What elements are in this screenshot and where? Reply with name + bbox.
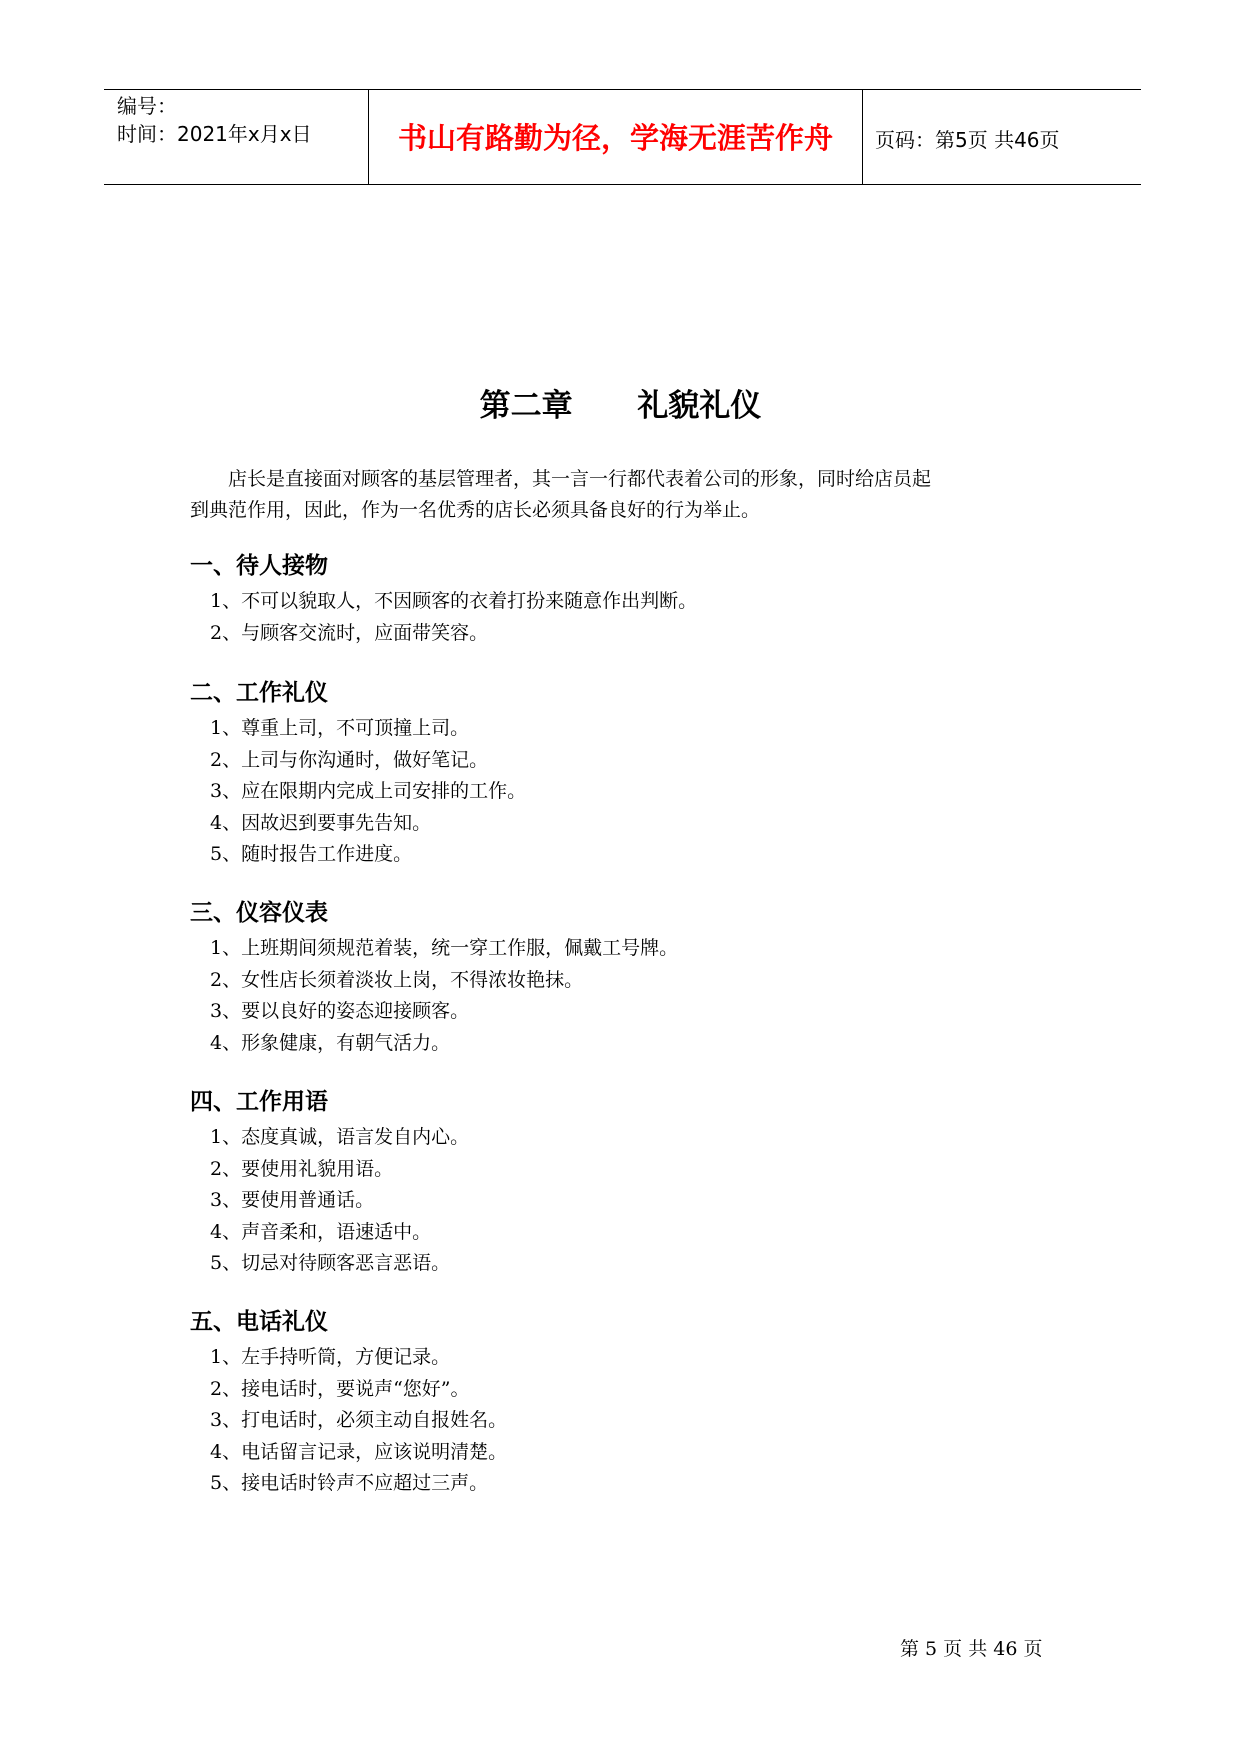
list-item: 4、形象健康，有朝气活力。 — [210, 1031, 451, 1054]
list-item: 1、上班期间须规范着装，统一穿工作服，佩戴工号牌。 — [210, 937, 679, 959]
list-item: 3、应在限期内完成上司安排的工作。 — [210, 780, 527, 802]
footer-page-number: 第 5 页 共 46 页 — [900, 1638, 1043, 1660]
section-appearance — [190, 893, 1050, 1059]
list-item: 2、上司与你沟通时，做好笔记。 — [210, 748, 489, 771]
intro-line: 到典范作用，因此，作为一名优秀的店长必须具备良好的行为举止。 — [190, 499, 761, 521]
header-page-label: 页码：第5页 共46页 — [875, 128, 1060, 152]
list-item: 2、接电话时，要说声“您好”。 — [210, 1377, 470, 1400]
section-list — [190, 713, 1050, 871]
section-list — [190, 1122, 1050, 1280]
header-motto-cell — [369, 90, 863, 184]
chapter-title: 第二章 礼貌礼仪 — [479, 388, 762, 424]
intro-line: 店长是直接面对顾客的基层管理者，其一言一行都代表着公司的形象，同时给店员起 — [228, 468, 932, 490]
section-reception — [190, 546, 1050, 649]
header-info-cell — [104, 90, 369, 184]
section-heading: 二、工作礼仪 — [190, 680, 328, 706]
list-item: 4、电话留言记录，应该说明清楚。 — [210, 1440, 508, 1463]
list-item: 5、接电话时铃声不应超过三声。 — [210, 1472, 489, 1494]
list-item: 1、不可以貌取人，不因顾客的衣着打扮来随意作出判断。 — [210, 590, 698, 612]
list-item: 1、尊重上司，不可顶撞上司。 — [210, 717, 470, 739]
time-label: 时间：2021年x月x日 — [117, 122, 312, 146]
list-item: 3、打电话时，必须主动自报姓名。 — [210, 1409, 508, 1431]
page-footer — [0, 1634, 1241, 1664]
list-item: 3、要使用普通话。 — [210, 1189, 375, 1211]
list-item: 4、声音柔和，语速适中。 — [210, 1220, 432, 1243]
motto-text: 书山有路勤为径，学海无涯苦作舟 — [397, 121, 833, 155]
section-heading: 一、待人接物 — [190, 553, 328, 579]
section-heading: 三、仪容仪表 — [190, 900, 328, 926]
list-item: 5、随时报告工作进度。 — [210, 843, 413, 865]
number-label: 编号： — [117, 94, 177, 118]
list-item: 3、要以良好的姿态迎接顾客。 — [210, 1000, 470, 1022]
section-list — [190, 586, 1050, 649]
header-page-cell — [863, 90, 1141, 184]
list-item: 2、与顾客交流时，应面带笑容。 — [210, 621, 489, 644]
list-item: 5、切忌对待顾客恶言恶语。 — [210, 1252, 451, 1274]
section-heading: 五、电话礼仪 — [190, 1309, 328, 1335]
list-item: 1、左手持听筒，方便记录。 — [210, 1346, 451, 1368]
section-heading: 四、工作用语 — [190, 1089, 328, 1115]
list-item: 1、态度真诚，语言发自内心。 — [210, 1126, 470, 1148]
intro-paragraph — [190, 464, 1040, 526]
section-list — [190, 1342, 1050, 1500]
page-header — [104, 89, 1141, 185]
section-list — [190, 933, 1050, 1059]
section-work-language — [190, 1082, 1050, 1280]
section-work-etiquette — [190, 673, 1050, 871]
list-item: 2、女性店长须着淡妆上岗，不得浓妆艳抹。 — [210, 968, 584, 991]
section-phone-etiquette — [190, 1302, 1050, 1500]
list-item: 4、因故迟到要事先告知。 — [210, 811, 432, 834]
list-item: 2、要使用礼貌用语。 — [210, 1157, 394, 1180]
